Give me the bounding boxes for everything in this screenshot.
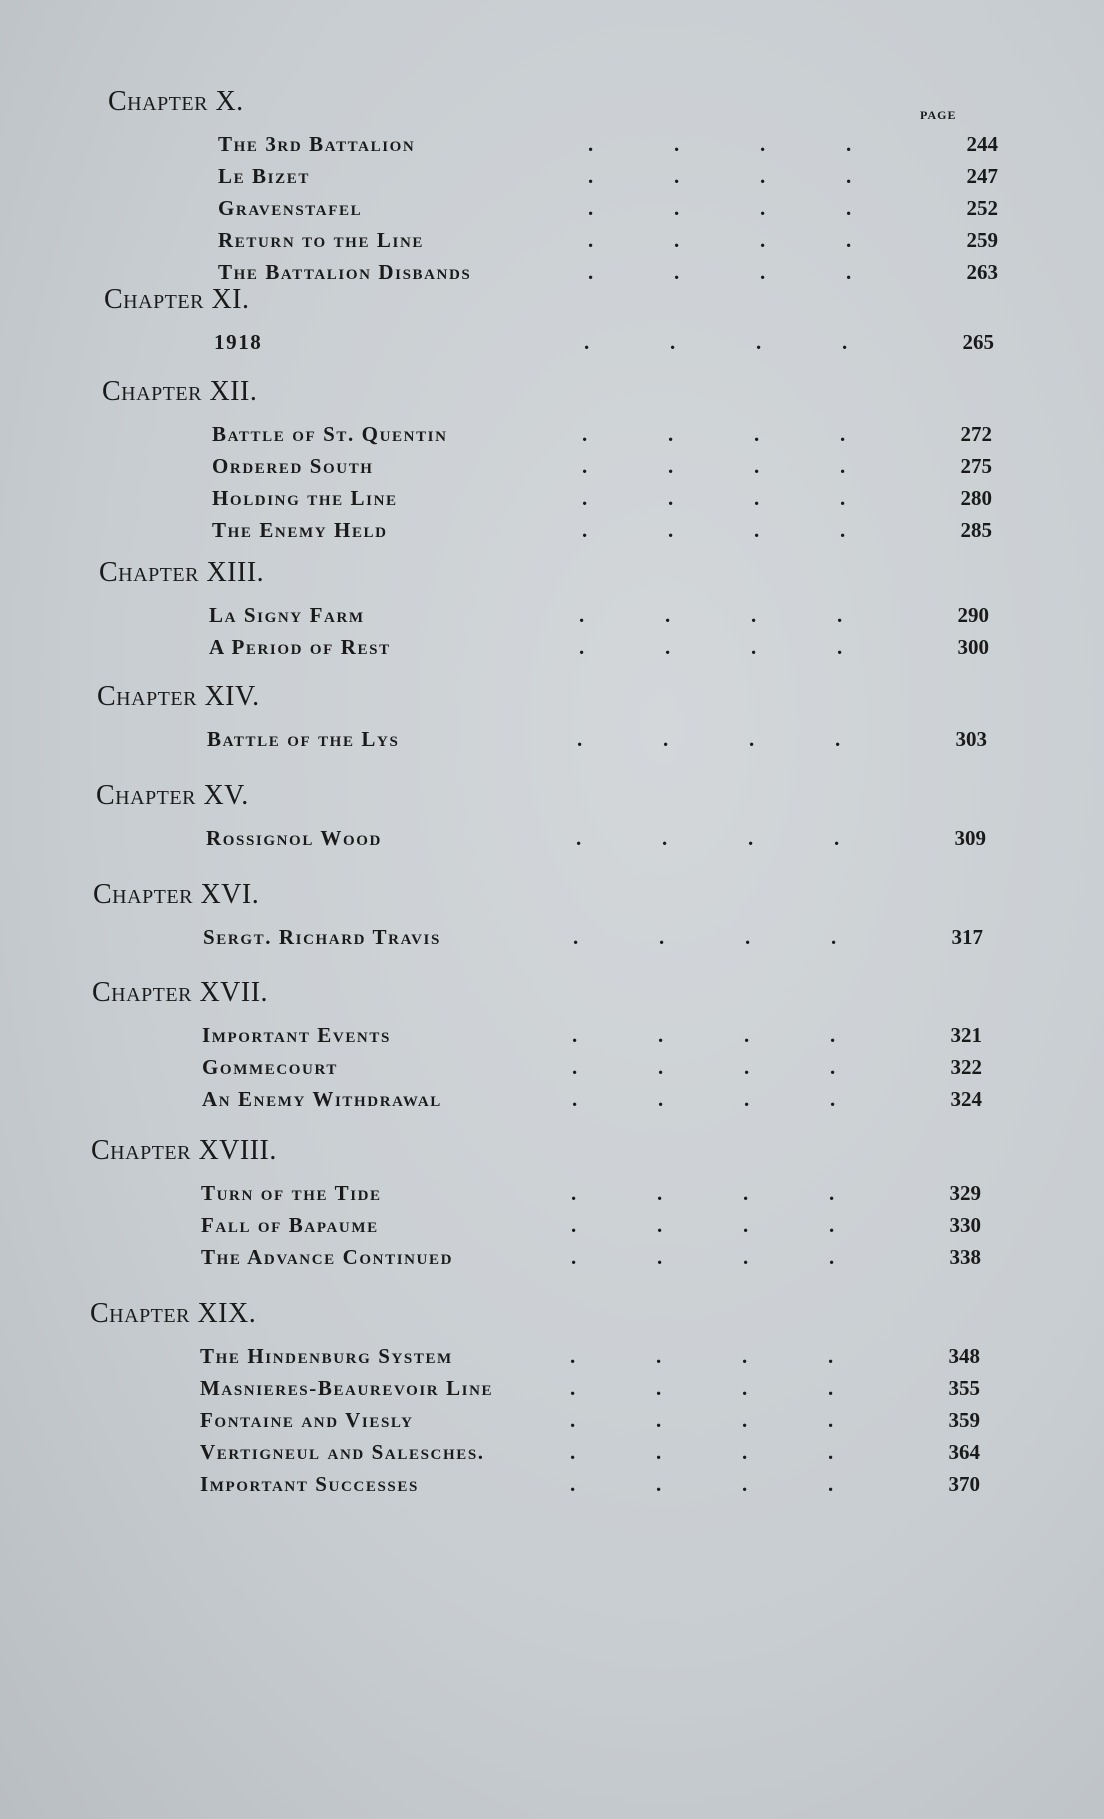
chapter-section bbox=[91, 1131, 991, 1273]
page-column-label: page bbox=[920, 104, 957, 123]
leader-dot: . bbox=[840, 454, 847, 478]
leader-dot: . bbox=[588, 164, 595, 188]
leader-dot: . bbox=[663, 727, 670, 751]
entry-page-number: 263 bbox=[966, 260, 998, 284]
leader-dot: . bbox=[662, 826, 669, 850]
entry-title: Gravenstafel bbox=[218, 196, 363, 220]
leader-dot: . bbox=[674, 196, 681, 220]
chapter-section bbox=[92, 973, 992, 1115]
leader-dot: . bbox=[742, 1472, 749, 1496]
leader-dot: . bbox=[846, 164, 853, 188]
leader-dot: . bbox=[656, 1344, 663, 1368]
toc-entry bbox=[104, 326, 1004, 358]
entry-page-number: 321 bbox=[950, 1023, 982, 1047]
entry-title: Fontaine and Viesly bbox=[200, 1408, 414, 1432]
entry-title: The Hindenburg System bbox=[200, 1344, 453, 1368]
entry-title: Rossignol Wood bbox=[206, 826, 382, 850]
leader-dot: . bbox=[831, 925, 838, 949]
entry-page-number: 329 bbox=[949, 1181, 981, 1205]
chapter-section bbox=[97, 677, 997, 755]
toc-entry bbox=[99, 631, 999, 663]
entry-page-number: 275 bbox=[960, 454, 992, 478]
leader-dot: . bbox=[668, 486, 675, 510]
leader-dot: . bbox=[656, 1376, 663, 1400]
leader-dot: . bbox=[572, 1055, 579, 1079]
leader-dot: . bbox=[837, 635, 844, 659]
chapter-title: Chapter X. bbox=[108, 86, 244, 117]
toc-entry bbox=[90, 1436, 990, 1468]
entry-page-number: 355 bbox=[948, 1376, 980, 1400]
leader-dot: . bbox=[829, 1245, 836, 1269]
leader-dot: . bbox=[665, 635, 672, 659]
entry-title: Sergt. Richard Travis bbox=[203, 925, 441, 949]
entry-title: Ordered South bbox=[212, 454, 374, 478]
entry-title: Turn of the Tide bbox=[201, 1181, 382, 1205]
leader-dot: . bbox=[742, 1344, 749, 1368]
leader-dot: . bbox=[572, 1087, 579, 1111]
entry-title: Important Events bbox=[202, 1023, 391, 1047]
entry-page-number: 265 bbox=[962, 330, 994, 354]
entry-page-number: 309 bbox=[954, 826, 986, 850]
leader-dot: . bbox=[756, 330, 763, 354]
chapter-section bbox=[93, 875, 993, 953]
leader-dot: . bbox=[828, 1376, 835, 1400]
leader-dot: . bbox=[835, 727, 842, 751]
leader-dot: . bbox=[576, 826, 583, 850]
entry-page-number: 259 bbox=[966, 228, 998, 252]
leader-dot: . bbox=[842, 330, 849, 354]
chapter-title: Chapter XIII. bbox=[99, 557, 265, 588]
leader-dot: . bbox=[573, 925, 580, 949]
toc-entry bbox=[92, 1083, 992, 1115]
leader-dot: . bbox=[749, 727, 756, 751]
leader-dot: . bbox=[830, 1087, 837, 1111]
leader-dot: . bbox=[582, 422, 589, 446]
entry-page-number: 317 bbox=[951, 925, 983, 949]
leader-dot: . bbox=[743, 1213, 750, 1237]
toc-entry bbox=[90, 1340, 990, 1372]
leader-dot: . bbox=[742, 1376, 749, 1400]
leader-dot: . bbox=[658, 1023, 665, 1047]
entry-page-number: 272 bbox=[960, 422, 992, 446]
entry-title: The Battalion Disbands bbox=[218, 260, 472, 284]
toc-entry bbox=[91, 1209, 991, 1241]
chapter-section bbox=[102, 372, 1002, 546]
entry-title: The 3rd Battalion bbox=[218, 132, 416, 156]
leader-dot: . bbox=[570, 1440, 577, 1464]
entry-title: Gommecourt bbox=[202, 1055, 338, 1079]
entry-page-number: 348 bbox=[948, 1344, 980, 1368]
leader-dot: . bbox=[657, 1213, 664, 1237]
toc-entry bbox=[102, 450, 1002, 482]
entry-title: The Enemy Held bbox=[212, 518, 388, 542]
entry-page-number: 300 bbox=[957, 635, 989, 659]
toc-entry bbox=[92, 1019, 992, 1051]
leader-dot: . bbox=[572, 1023, 579, 1047]
toc-entry bbox=[108, 224, 1008, 256]
leader-dot: . bbox=[829, 1181, 836, 1205]
leader-dot: . bbox=[828, 1440, 835, 1464]
entry-title: 1918 bbox=[214, 330, 263, 354]
entry-page-number: 280 bbox=[960, 486, 992, 510]
leader-dot: . bbox=[744, 1023, 751, 1047]
leader-dot: . bbox=[742, 1440, 749, 1464]
entry-title: Battle of St. Quentin bbox=[212, 422, 448, 446]
leader-dot: . bbox=[582, 454, 589, 478]
leader-dot: . bbox=[579, 603, 586, 627]
leader-dot: . bbox=[754, 486, 761, 510]
leader-dot: . bbox=[754, 454, 761, 478]
leader-dot: . bbox=[657, 1245, 664, 1269]
chapter-title: Chapter XI. bbox=[104, 284, 250, 315]
leader-dot: . bbox=[588, 260, 595, 284]
entry-title: Battle of the Lys bbox=[207, 727, 400, 751]
leader-dot: . bbox=[582, 518, 589, 542]
leader-dot: . bbox=[751, 603, 758, 627]
leader-dot: . bbox=[743, 1181, 750, 1205]
chapter-title: Chapter XVIII. bbox=[91, 1135, 277, 1166]
leader-dot: . bbox=[656, 1408, 663, 1432]
leader-dot: . bbox=[760, 196, 767, 220]
leader-dot: . bbox=[754, 518, 761, 542]
leader-dot: . bbox=[754, 422, 761, 446]
leader-dot: . bbox=[570, 1472, 577, 1496]
leader-dot: . bbox=[571, 1245, 578, 1269]
leader-dot: . bbox=[588, 132, 595, 156]
entry-title: Important Successes bbox=[200, 1472, 419, 1496]
entry-page-number: 252 bbox=[966, 196, 998, 220]
leader-dot: . bbox=[743, 1245, 750, 1269]
toc-entry bbox=[102, 514, 1002, 546]
toc-entry bbox=[91, 1177, 991, 1209]
leader-dot: . bbox=[570, 1408, 577, 1432]
entry-page-number: 359 bbox=[948, 1408, 980, 1432]
entry-title: Vertigneul and Salesches. bbox=[200, 1440, 485, 1464]
entry-page-number: 244 bbox=[966, 132, 998, 156]
leader-dot: . bbox=[760, 132, 767, 156]
entry-title: An Enemy Withdrawal bbox=[202, 1087, 442, 1111]
leader-dot: . bbox=[668, 422, 675, 446]
leader-dot: . bbox=[577, 727, 584, 751]
leader-dot: . bbox=[674, 260, 681, 284]
leader-dot: . bbox=[829, 1213, 836, 1237]
leader-dot: . bbox=[840, 486, 847, 510]
chapter-title: Chapter XVII. bbox=[92, 977, 269, 1008]
leader-dot: . bbox=[658, 1055, 665, 1079]
leader-dot: . bbox=[570, 1376, 577, 1400]
entry-title: Le Bizet bbox=[218, 164, 310, 188]
leader-dot: . bbox=[665, 603, 672, 627]
toc-entry bbox=[102, 482, 1002, 514]
entry-title: The Advance Continued bbox=[201, 1245, 454, 1269]
leader-dot: . bbox=[571, 1181, 578, 1205]
toc-entry bbox=[108, 160, 1008, 192]
entry-title: Masnieres-Beaurevoir Line bbox=[200, 1376, 494, 1400]
entry-title: A Period of Rest bbox=[209, 635, 391, 659]
chapter-title: Chapter XII. bbox=[102, 376, 258, 407]
leader-dot: . bbox=[674, 164, 681, 188]
chapter-section bbox=[108, 82, 1008, 288]
toc-entry bbox=[91, 1241, 991, 1273]
leader-dot: . bbox=[828, 1408, 835, 1432]
leader-dot: . bbox=[656, 1472, 663, 1496]
leader-dot: . bbox=[744, 1087, 751, 1111]
leader-dot: . bbox=[828, 1472, 835, 1496]
entry-title: La Signy Farm bbox=[209, 603, 365, 627]
leader-dot: . bbox=[670, 330, 677, 354]
leader-dot: . bbox=[658, 1087, 665, 1111]
toc-entry bbox=[90, 1468, 990, 1500]
entry-page-number: 330 bbox=[949, 1213, 981, 1237]
leader-dot: . bbox=[745, 925, 752, 949]
leader-dot: . bbox=[584, 330, 591, 354]
leader-dot: . bbox=[760, 260, 767, 284]
leader-dot: . bbox=[657, 1181, 664, 1205]
leader-dot: . bbox=[840, 518, 847, 542]
leader-dot: . bbox=[830, 1055, 837, 1079]
entry-title: Fall of Bapaume bbox=[201, 1213, 379, 1237]
entry-page-number: 370 bbox=[948, 1472, 980, 1496]
leader-dot: . bbox=[744, 1055, 751, 1079]
leader-dot: . bbox=[582, 486, 589, 510]
leader-dot: . bbox=[674, 132, 681, 156]
leader-dot: . bbox=[588, 196, 595, 220]
leader-dot: . bbox=[837, 603, 844, 627]
chapter-title: Chapter XV. bbox=[96, 780, 249, 811]
chapter-title: Chapter XIV. bbox=[97, 681, 260, 712]
leader-dot: . bbox=[760, 164, 767, 188]
leader-dot: . bbox=[846, 132, 853, 156]
leader-dot: . bbox=[840, 422, 847, 446]
chapter-title: Chapter XIX. bbox=[90, 1298, 257, 1329]
leader-dot: . bbox=[571, 1213, 578, 1237]
leader-dot: . bbox=[656, 1440, 663, 1464]
leader-dot: . bbox=[570, 1344, 577, 1368]
entry-page-number: 364 bbox=[948, 1440, 980, 1464]
toc-entry bbox=[99, 599, 999, 631]
leader-dot: . bbox=[751, 635, 758, 659]
leader-dot: . bbox=[846, 196, 853, 220]
entry-page-number: 303 bbox=[955, 727, 987, 751]
leader-dot: . bbox=[760, 228, 767, 252]
entry-title: Return to the Line bbox=[218, 228, 424, 252]
toc-entry bbox=[108, 192, 1008, 224]
toc-entry bbox=[108, 128, 1008, 160]
toc-entry bbox=[90, 1404, 990, 1436]
toc-entry bbox=[102, 418, 1002, 450]
leader-dot: . bbox=[659, 925, 666, 949]
toc-entry bbox=[97, 723, 997, 755]
leader-dot: . bbox=[748, 826, 755, 850]
leader-dot: . bbox=[579, 635, 586, 659]
leader-dot: . bbox=[674, 228, 681, 252]
leader-dot: . bbox=[830, 1023, 837, 1047]
leader-dot: . bbox=[742, 1408, 749, 1432]
toc-entry bbox=[90, 1372, 990, 1404]
entry-page-number: 322 bbox=[950, 1055, 982, 1079]
entry-page-number: 247 bbox=[966, 164, 998, 188]
leader-dot: . bbox=[828, 1344, 835, 1368]
leader-dot: . bbox=[668, 518, 675, 542]
leader-dot: . bbox=[668, 454, 675, 478]
entry-title: Holding the Line bbox=[212, 486, 398, 510]
chapter-section bbox=[96, 776, 996, 854]
entry-page-number: 290 bbox=[957, 603, 989, 627]
entry-page-number: 285 bbox=[960, 518, 992, 542]
leader-dot: . bbox=[834, 826, 841, 850]
entry-page-number: 338 bbox=[949, 1245, 981, 1269]
toc-entry bbox=[96, 822, 996, 854]
leader-dot: . bbox=[846, 260, 853, 284]
chapter-section bbox=[90, 1294, 990, 1500]
entry-page-number: 324 bbox=[950, 1087, 982, 1111]
chapter-title: Chapter XVI. bbox=[93, 879, 260, 910]
chapter-section bbox=[99, 553, 999, 663]
leader-dot: . bbox=[846, 228, 853, 252]
toc-entry bbox=[92, 1051, 992, 1083]
leader-dot: . bbox=[588, 228, 595, 252]
chapter-section bbox=[104, 280, 1004, 358]
toc-entry bbox=[93, 921, 993, 953]
